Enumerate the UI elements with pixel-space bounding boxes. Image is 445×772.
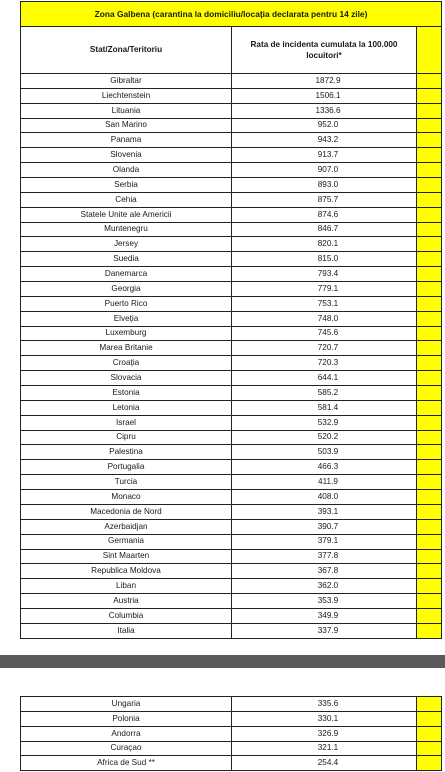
rate-cell: 393.1	[232, 504, 417, 519]
rate-cell: 379.1	[232, 534, 417, 549]
table-row	[21, 282, 442, 297]
table-row	[21, 519, 442, 534]
rate-cell: 779.1	[232, 282, 417, 297]
table-row	[21, 326, 442, 341]
table-row	[21, 74, 442, 89]
table-row	[21, 430, 442, 445]
table-row	[21, 178, 442, 193]
rate-cell: 748.0	[232, 311, 417, 326]
yellow-marker-cell	[417, 252, 442, 267]
country-cell: Palestina	[21, 445, 232, 460]
country-cell: Curaçao	[21, 741, 232, 756]
table-row	[21, 133, 442, 148]
table-row	[21, 564, 442, 579]
table-row	[21, 148, 442, 163]
document-page-2	[0, 668, 445, 772]
rate-cell: 337.9	[232, 623, 417, 638]
rate-cell: 913.7	[232, 148, 417, 163]
rate-cell: 581.4	[232, 400, 417, 415]
table-row	[21, 163, 442, 178]
table-row	[21, 237, 442, 252]
table-row	[21, 311, 442, 326]
yellow-marker-cell	[417, 237, 442, 252]
country-cell: Liban	[21, 579, 232, 594]
table-row	[21, 341, 442, 356]
country-cell: Lituania	[21, 103, 232, 118]
country-cell: Columbia	[21, 608, 232, 623]
country-cell: Africa de Sud **	[21, 756, 232, 771]
table-title-row	[21, 2, 442, 27]
yellow-marker-cell	[417, 88, 442, 103]
rate-cell: 321.1	[232, 741, 417, 756]
yellow-marker-cell	[417, 311, 442, 326]
table-row	[21, 386, 442, 401]
table-row	[21, 400, 442, 415]
country-cell: Azerbaidjan	[21, 519, 232, 534]
table-title: Zona Galbena (carantina la domiciliu/locația declarata pentru 14 zile)	[21, 2, 442, 27]
table-row	[21, 207, 442, 222]
yellow-marker-cell	[417, 133, 442, 148]
country-cell: Macedonia de Nord	[21, 504, 232, 519]
rate-cell: 335.6	[232, 697, 417, 712]
table-row	[21, 741, 442, 756]
yellow-marker-cell	[417, 475, 442, 490]
yellow-marker-cell	[417, 356, 442, 371]
country-cell: San Marino	[21, 118, 232, 133]
table-row	[21, 608, 442, 623]
country-cell: Statele Unite ale Americii	[21, 207, 232, 222]
yellow-marker-cell	[417, 296, 442, 311]
yellow-marker-cell	[417, 756, 442, 771]
country-cell: Slovacia	[21, 371, 232, 386]
rate-cell: 720.3	[232, 356, 417, 371]
yellow-marker-cell	[417, 445, 442, 460]
table-row	[21, 296, 442, 311]
yellow-marker-cell	[417, 386, 442, 401]
column-header-rate: Rata de incidenta cumulata la 100.000 locuitori*	[232, 27, 417, 74]
country-cell: Panama	[21, 133, 232, 148]
rate-cell: 875.7	[232, 192, 417, 207]
rate-cell: 720.7	[232, 341, 417, 356]
country-cell: Cipru	[21, 430, 232, 445]
country-cell: Austria	[21, 594, 232, 609]
rate-cell: 390.7	[232, 519, 417, 534]
rate-cell: 408.0	[232, 490, 417, 505]
rate-cell: 745.6	[232, 326, 417, 341]
country-cell: Elveția	[21, 311, 232, 326]
country-cell: Israel	[21, 415, 232, 430]
yellow-marker-cell	[417, 490, 442, 505]
rate-cell: 520.2	[232, 430, 417, 445]
yellow-marker-cell	[417, 103, 442, 118]
table-row	[21, 371, 442, 386]
rate-cell: 893.0	[232, 178, 417, 193]
yellow-marker-cell	[417, 579, 442, 594]
country-cell: Danemarca	[21, 267, 232, 282]
country-cell: Georgia	[21, 282, 232, 297]
rate-cell: 362.0	[232, 579, 417, 594]
yellow-zone-table-continued	[20, 696, 442, 771]
table-row	[21, 475, 442, 490]
rate-cell: 532.9	[232, 415, 417, 430]
country-cell: Liechtenstein	[21, 88, 232, 103]
table-row	[21, 579, 442, 594]
country-cell: Andorra	[21, 726, 232, 741]
rate-cell: 644.1	[232, 371, 417, 386]
country-cell: Estonia	[21, 386, 232, 401]
country-cell: Suedia	[21, 252, 232, 267]
yellow-marker-cell	[417, 430, 442, 445]
yellow-marker-cell	[417, 564, 442, 579]
rate-cell: 874.6	[232, 207, 417, 222]
country-cell: Ungaria	[21, 697, 232, 712]
country-cell: Letonia	[21, 400, 232, 415]
country-cell: Puerto Rico	[21, 296, 232, 311]
yellow-zone-table	[20, 1, 442, 639]
yellow-marker-cell	[417, 282, 442, 297]
rate-cell: 846.7	[232, 222, 417, 237]
country-cell: Olanda	[21, 163, 232, 178]
rate-cell: 377.8	[232, 549, 417, 564]
table-row	[21, 118, 442, 133]
yellow-marker-cell	[417, 118, 442, 133]
yellow-marker-cell	[417, 711, 442, 726]
yellow-marker-cell	[417, 623, 442, 638]
country-cell: Luxemburg	[21, 326, 232, 341]
country-cell: Serbia	[21, 178, 232, 193]
country-cell: Sint Maarten	[21, 549, 232, 564]
yellow-marker-cell	[417, 148, 442, 163]
country-cell: Jersey	[21, 237, 232, 252]
yellow-marker-cell	[417, 326, 442, 341]
yellow-marker-cell	[417, 192, 442, 207]
table-row	[21, 534, 442, 549]
rate-cell: 753.1	[232, 296, 417, 311]
table-row	[21, 88, 442, 103]
rate-cell: 254.4	[232, 756, 417, 771]
rate-cell: 815.0	[232, 252, 417, 267]
rate-cell: 466.3	[232, 460, 417, 475]
rate-cell: 793.4	[232, 267, 417, 282]
yellow-marker-cell	[417, 207, 442, 222]
table-row	[21, 267, 442, 282]
country-cell: Polonia	[21, 711, 232, 726]
yellow-marker-cell	[417, 163, 442, 178]
table-header-row	[21, 27, 442, 74]
rate-cell: 943.2	[232, 133, 417, 148]
page-separator	[0, 655, 445, 668]
yellow-marker-cell	[417, 726, 442, 741]
table-row	[21, 356, 442, 371]
table-row	[21, 192, 442, 207]
table-row	[21, 490, 442, 505]
yellow-marker-cell	[417, 534, 442, 549]
table-row	[21, 549, 442, 564]
yellow-marker-cell	[417, 27, 442, 74]
rate-cell: 326.9	[232, 726, 417, 741]
rate-cell: 1336.6	[232, 103, 417, 118]
country-cell: Portugalia	[21, 460, 232, 475]
table-row	[21, 711, 442, 726]
table-row	[21, 460, 442, 475]
yellow-marker-cell	[417, 371, 442, 386]
country-cell: Turcia	[21, 475, 232, 490]
yellow-marker-cell	[417, 341, 442, 356]
rate-cell: 952.0	[232, 118, 417, 133]
country-cell: Monaco	[21, 490, 232, 505]
table-row	[21, 594, 442, 609]
table-row	[21, 103, 442, 118]
yellow-marker-cell	[417, 697, 442, 712]
rate-cell: 585.2	[232, 386, 417, 401]
yellow-marker-cell	[417, 400, 442, 415]
yellow-marker-cell	[417, 415, 442, 430]
yellow-marker-cell	[417, 519, 442, 534]
country-cell: Cehia	[21, 192, 232, 207]
rate-cell: 330.1	[232, 711, 417, 726]
table-row	[21, 756, 442, 771]
rate-cell: 367.8	[232, 564, 417, 579]
rate-cell: 1872.9	[232, 74, 417, 89]
country-cell: Republica Moldova	[21, 564, 232, 579]
yellow-marker-cell	[417, 74, 442, 89]
table-row	[21, 252, 442, 267]
table-row	[21, 415, 442, 430]
rate-cell: 353.9	[232, 594, 417, 609]
table-row	[21, 222, 442, 237]
country-cell: Germania	[21, 534, 232, 549]
yellow-marker-cell	[417, 460, 442, 475]
yellow-marker-cell	[417, 504, 442, 519]
rate-cell: 503.9	[232, 445, 417, 460]
country-cell: Italia	[21, 623, 232, 638]
table-row	[21, 623, 442, 638]
country-cell: Gibraltar	[21, 74, 232, 89]
rate-cell: 411.9	[232, 475, 417, 490]
table-row	[21, 726, 442, 741]
country-cell: Muntenegru	[21, 222, 232, 237]
country-cell: Croația	[21, 356, 232, 371]
table-row	[21, 504, 442, 519]
yellow-marker-cell	[417, 178, 442, 193]
rate-cell: 1506.1	[232, 88, 417, 103]
table-row	[21, 445, 442, 460]
yellow-marker-cell	[417, 222, 442, 237]
yellow-marker-cell	[417, 608, 442, 623]
yellow-marker-cell	[417, 267, 442, 282]
rate-cell: 907.0	[232, 163, 417, 178]
yellow-marker-cell	[417, 741, 442, 756]
column-header-country: Stat/Zona/Teritoriu	[21, 27, 232, 74]
country-cell: Marea Britanie	[21, 341, 232, 356]
table-row	[21, 697, 442, 712]
yellow-marker-cell	[417, 594, 442, 609]
rate-cell: 349.9	[232, 608, 417, 623]
rate-cell: 820.1	[232, 237, 417, 252]
country-cell: Slovenia	[21, 148, 232, 163]
yellow-marker-cell	[417, 549, 442, 564]
